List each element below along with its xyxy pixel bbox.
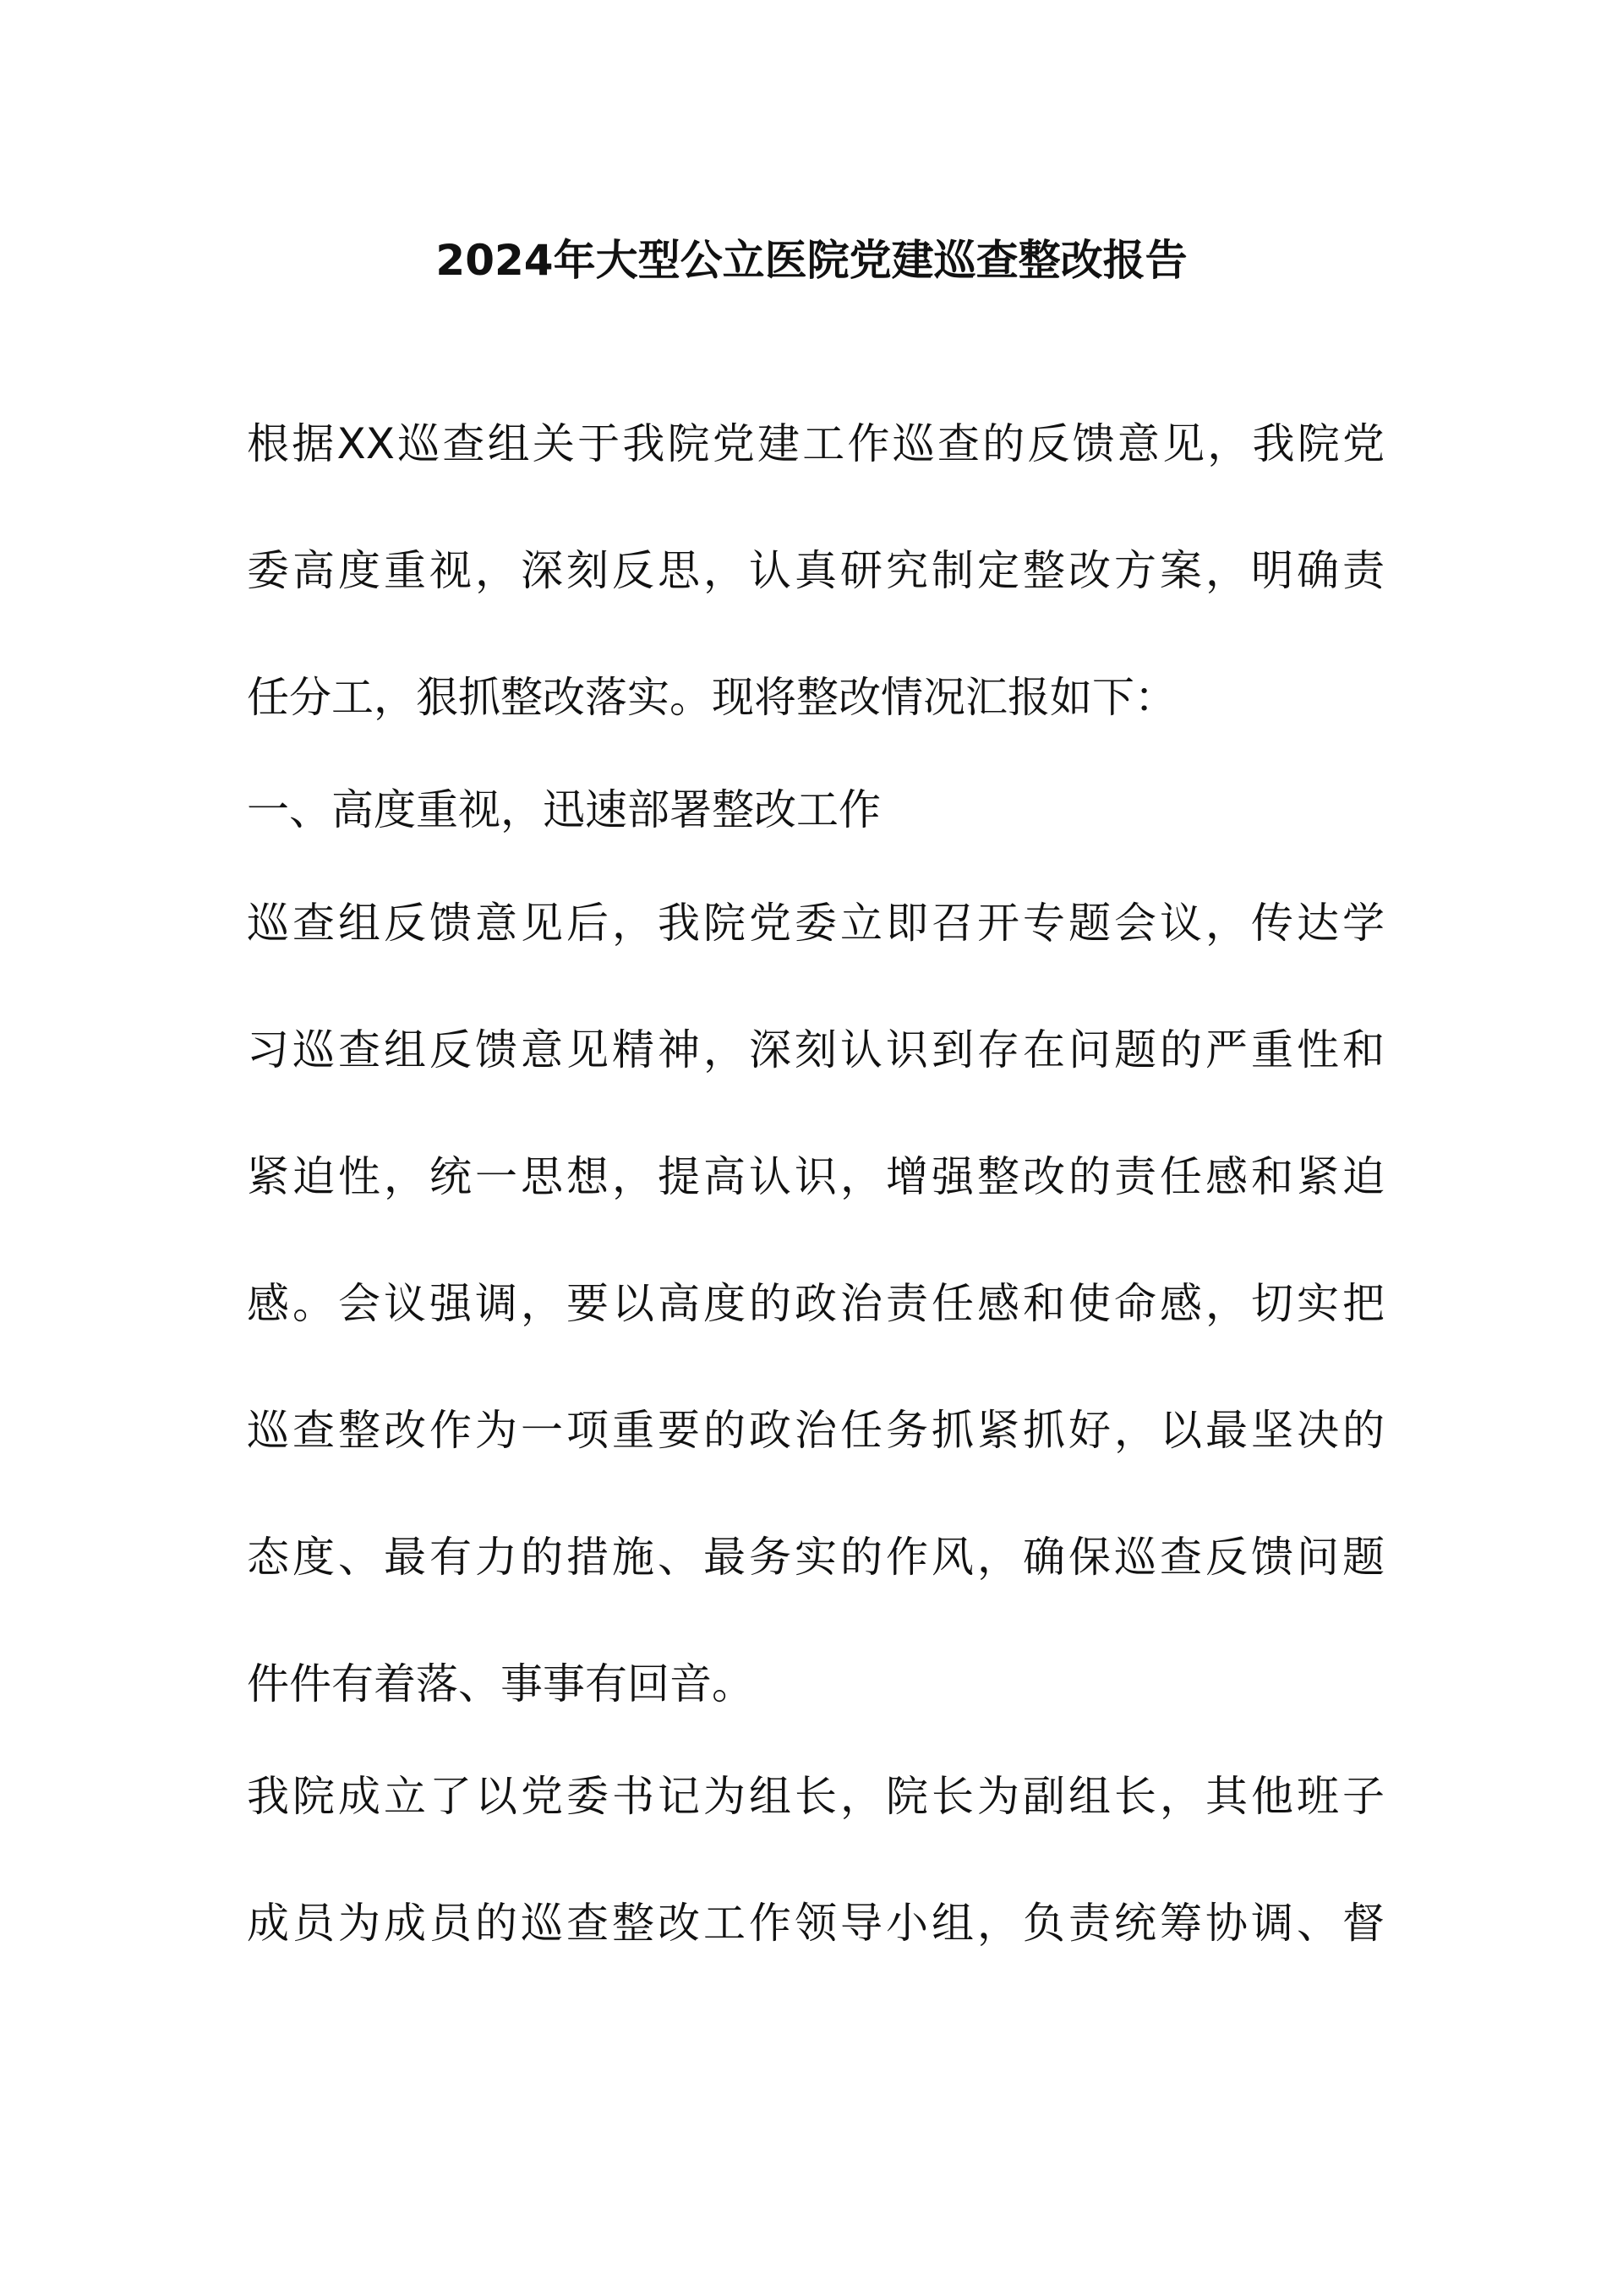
body-line: 件件有着落、事事有回音。 [247,1659,754,1708]
body-line: 态度、最有力的措施、最务实的作风，确保巡查反馈问题 [247,1533,1385,1582]
body-line: 我院成立了以党委书记为组长，院长为副组长，其他班子 [247,1772,1385,1821]
document-title: 2024年大型公立医院党建巡查整改报告 [435,236,1188,285]
body-line: 紧迫性，统一思想，提高认识，增强整改的责任感和紧迫 [247,1152,1385,1201]
body-line: 任分工，狠抓整改落实。现将整改情况汇报如下： [247,673,1177,722]
body-line: 委高度重视，深刻反思，认真研究制定整改方案，明确责 [247,546,1385,595]
body-line: 感。会议强调，要以高度的政治责任感和使命感，切实把 [247,1279,1385,1328]
body-line: 成员为成员的巡查整改工作领导小组，负责统筹协调、督 [247,1899,1385,1948]
body-line: 习巡查组反馈意见精神，深刻认识到存在问题的严重性和 [247,1025,1385,1074]
body-line: 巡查组反馈意见后，我院党委立即召开专题会议，传达学 [247,899,1385,948]
body-line: 根据XX巡查组关于我院党建工作巡查的反馈意见，我院党 [247,419,1385,468]
body-line: 巡查整改作为一项重要的政治任务抓紧抓好，以最坚决的 [247,1406,1385,1455]
section-heading: 一、高度重视，迅速部署整改工作 [247,785,881,834]
